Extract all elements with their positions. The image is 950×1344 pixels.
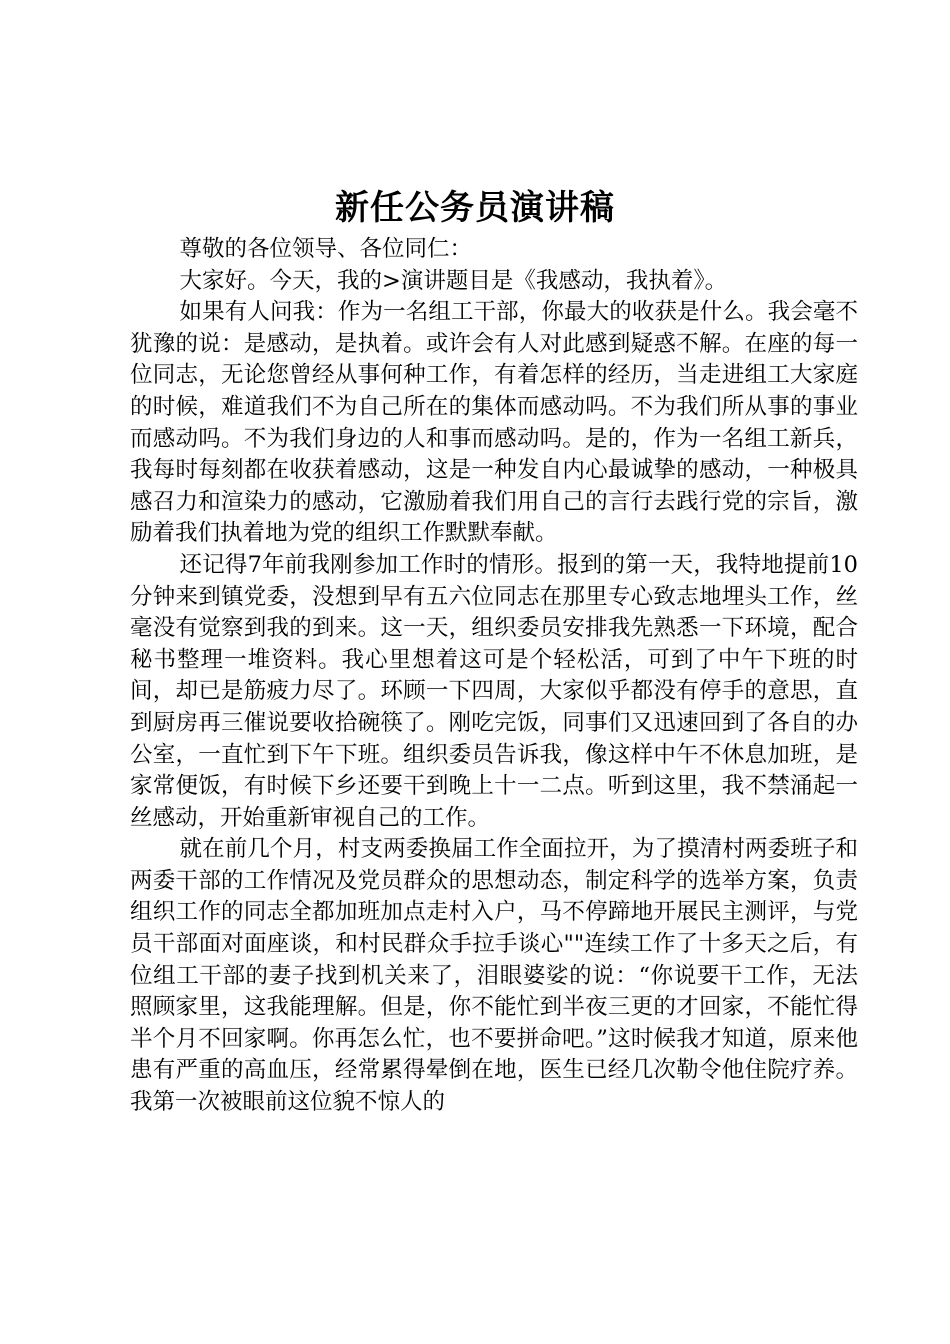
body-paragraph: 还记得7年前我刚参加工作时的情形。报到的第一天，我特地提前10分钟来到镇党委，没想到早有五六位同志在那里专心致志地埋头工作，丝毫没有觉察到我的到来。这一天，组织委员安排我先熟悉一下环境，配合秘书整理一堆资料。我心里想着这可是个轻松活，可到了中午下班的时间，却已是筋疲力尽了。环顾一下四周，大家似乎都没有停手的意思，直到厨房再三催说要收拾碗筷了。刚吃完饭，同事们又迅速回到了各自的办公室，一直忙到下午下班。组织委员告诉我，像这样中午不休息加班，是家常便饭，有时候下乡还要干到晚上十一二点。听到这里，我不禁涌起一丝感动，开始重新审视自己的工作。 [130,551,858,831]
document-title: 新任公务员演讲稿 [335,188,615,228]
body-paragraph: 就在前几个月，村支两委换届工作全面拉开，为了摸清村两委班子和两委干部的工作情况及党员群众的思想动态，制定科学的选举方案，负责组织工作的同志全都加班加点走村入户，马不停蹄地开展民主测评，与党员干部面对面座谈，和村民群众手拉手谈心""连续工作了十多天之后，有位组工干部的妻子找到机关来了，泪眼婆娑的说：“你说要干工作，无法照顾家里，这我能理解。但是，你不能忙到半夜三更的才回家，不能忙得半个月不回家啊。你再怎么忙，也不要拼命吧。”这时候我才知道，原来他患有严重的高血压，经常累得晕倒在地，医生已经几次勒令他住院疗养。我第一次被眼前这位貌不惊人的 [130,836,858,1116]
salutation-paragraph: 尊敬的各位领导、各位同仁： [179,236,473,262]
body-paragraph: 如果有人问我：作为一名组工干部，你最大的收获是什么。我会毫不犹豫的说：是感动，是执着。或许会有人对此感到疑惑不解。在座的每一位同志，无论您曾经从事何种工作，有着怎样的经历，当走进组工大家庭的时候，难道我们不为自己所在的集体而感动吗。不为我们所从事的事业而感动吗。不为我们身边的人和事而感动吗。是的，作为一名组工新兵，我每时每刻都在收获着感动，这是一种发自内心最诚挚的感动，一种极具感召力和渲染力的感动，它激励着我们用自己的言行去践行党的宗旨，激励着我们执着地为党的组织工作默默奉献。 [130,299,858,547]
greeting-paragraph: 大家好。今天，我的>演讲题目是《我感动，我执着》。 [179,267,728,294]
document-body [130,234,858,1119]
